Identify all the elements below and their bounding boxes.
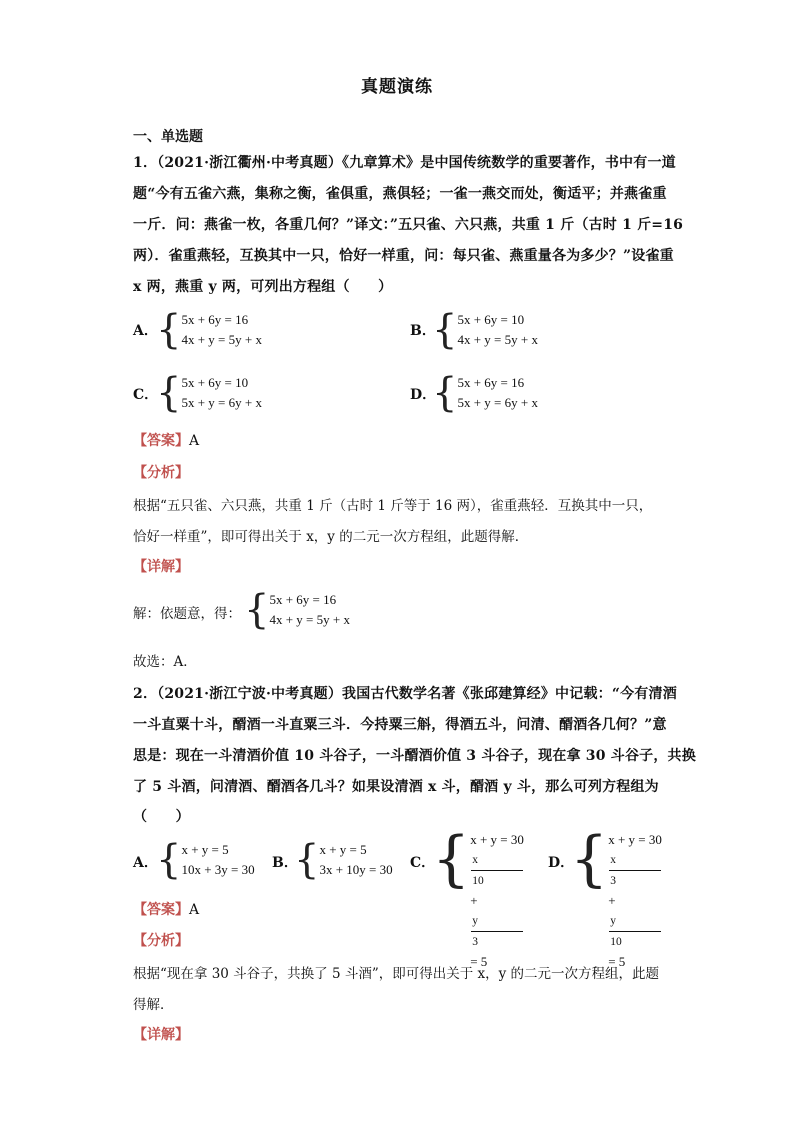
option-label: B． (272, 855, 298, 871)
equation: x + y = 30 (470, 832, 524, 847)
q2-analysis-line-2: 得解． (133, 997, 174, 1013)
equation: 5x + y = 6y + x (181, 395, 262, 410)
q2-analysis-tag: 【分析】 (133, 933, 189, 949)
option-label: B． (410, 323, 436, 339)
equation: x + y = 5 (181, 842, 229, 857)
equation: x + y = 5 (319, 842, 367, 857)
brace-icon: { (570, 824, 609, 894)
q1-analysis-line-2: 恰好一样重”，即可得出关于 x，y 的二元一次方程组，此题得解． (133, 529, 529, 545)
equation: 4x + y = 5y + x (269, 612, 350, 627)
equation: 5x + 6y = 10 (457, 312, 525, 327)
operator: + (470, 893, 478, 908)
option-label: C． (133, 387, 159, 403)
q1-detail-system (244, 587, 350, 633)
q2-line-5: （ ） (133, 809, 190, 825)
answer-value: A (189, 433, 200, 449)
brace-icon: { (432, 824, 471, 894)
equation: x + y = 30 (608, 832, 662, 847)
frac-denominator: 3 (610, 875, 616, 887)
option-label: A． (133, 323, 158, 339)
frac-denominator: 10 (610, 936, 622, 948)
equation: 3x + 10y = 30 (319, 862, 393, 877)
q1-line-1: 1．（2021·浙江衢州·中考真题）《九章算术》是中国传统数学的重要著作，书中有一道 (133, 155, 676, 171)
q2-line-3: 思是：现在一斗清酒价值 10 斗谷子，一斗醑酒价值 3 斗谷子，现在拿 30 斗谷子，共换 (133, 748, 696, 764)
equation: 5x + 6y = 16 (269, 592, 337, 607)
brace-icon: { (156, 370, 182, 416)
brace-icon: { (156, 837, 182, 883)
q1-detail-tag: 【详解】 (133, 559, 189, 575)
brace-icon: { (432, 370, 458, 416)
fraction-equation (608, 850, 662, 972)
q1-line-4: 两）．雀重燕轻，互换其中一只，恰好一样重，问：每只雀、燕重量各为多少？”设雀重 (133, 248, 674, 264)
equation: 5x + 6y = 10 (181, 375, 249, 390)
q1-line-5: x 两，燕重 y 两，可列出方程组（ ） (133, 279, 393, 295)
page-title: 真题演练 (361, 77, 433, 97)
frac-numerator: y (471, 911, 523, 932)
frac-numerator: y (609, 911, 661, 932)
section-heading: 一、单选题 (133, 129, 203, 145)
equation-rhs: = 5 (608, 954, 626, 969)
q1-analysis-tag: 【分析】 (133, 465, 189, 481)
q2-answer (133, 899, 199, 919)
brace-icon: { (244, 587, 270, 633)
answer-tag: 【答案】 (133, 433, 189, 449)
q1-analysis-line-1: 根据“五只雀、六只燕，共重 1 斤（古时 1 斤等于 16 两），雀重燕轻．互换其中一只， (133, 498, 653, 514)
fraction-equation (470, 850, 524, 972)
brace-icon: { (294, 837, 320, 883)
equation: 10x + 3y = 30 (181, 862, 255, 877)
option-label: D． (410, 387, 437, 403)
option-label: D． (548, 855, 575, 871)
q1-conclusion: 故选：A． (133, 654, 197, 670)
q1-answer (133, 430, 199, 450)
frac-denominator: 10 (472, 875, 484, 887)
equation: 5x + 6y = 16 (457, 375, 525, 390)
frac-numerator: x (471, 850, 523, 871)
q2-detail-tag: 【详解】 (133, 1027, 189, 1043)
answer-tag: 【答案】 (133, 902, 189, 918)
operator: + (608, 893, 616, 908)
q2-line-4: 了 5 斗酒，问清酒、醑酒各几斗？如果设清酒 x 斗，醑酒 y 斗，那么可列方程组为 (133, 779, 659, 795)
q1-detail-prefix: 解：依题意，得： (133, 606, 241, 622)
option-label: A． (133, 855, 158, 871)
q1-line-3: 一斤．问：燕雀一枚，各重几何？”译文：”五只雀、六只燕，共重 1 斤（古时 1 斤=16 (133, 217, 684, 233)
equation: 4x + y = 5y + x (457, 332, 538, 347)
option-label: C． (410, 855, 436, 871)
equation-rhs: = 5 (470, 954, 488, 969)
equation: 5x + 6y = 16 (181, 312, 249, 327)
q1-line-2: 题“今有五雀六燕，集称之衡，雀俱重，燕俱轻；一雀一燕交而处，衡适平；并燕雀重 (133, 186, 667, 202)
brace-icon: { (432, 307, 458, 353)
q2-analysis-line-1: 根据“现在拿 30 斗谷子，共换了 5 斗酒”，即可得出关于 x，y 的二元一次方程组，此题 (133, 966, 660, 982)
q2-line-1: 2．（2021·浙江宁波·中考真题）我国古代数学名著《张邱建算经》中记载：“今有清酒 (133, 686, 677, 702)
brace-icon: { (156, 307, 182, 353)
q2-line-2: 一斗直粟十斗，醑酒一斗直粟三斗．今持粟三斛，得酒五斗，问清、醑酒各几何？”意 (133, 717, 667, 733)
frac-numerator: x (609, 850, 661, 871)
equation: 5x + y = 6y + x (457, 395, 538, 410)
frac-denominator: 3 (472, 936, 478, 948)
answer-value: A (189, 902, 200, 918)
equation: 4x + y = 5y + x (181, 332, 262, 347)
